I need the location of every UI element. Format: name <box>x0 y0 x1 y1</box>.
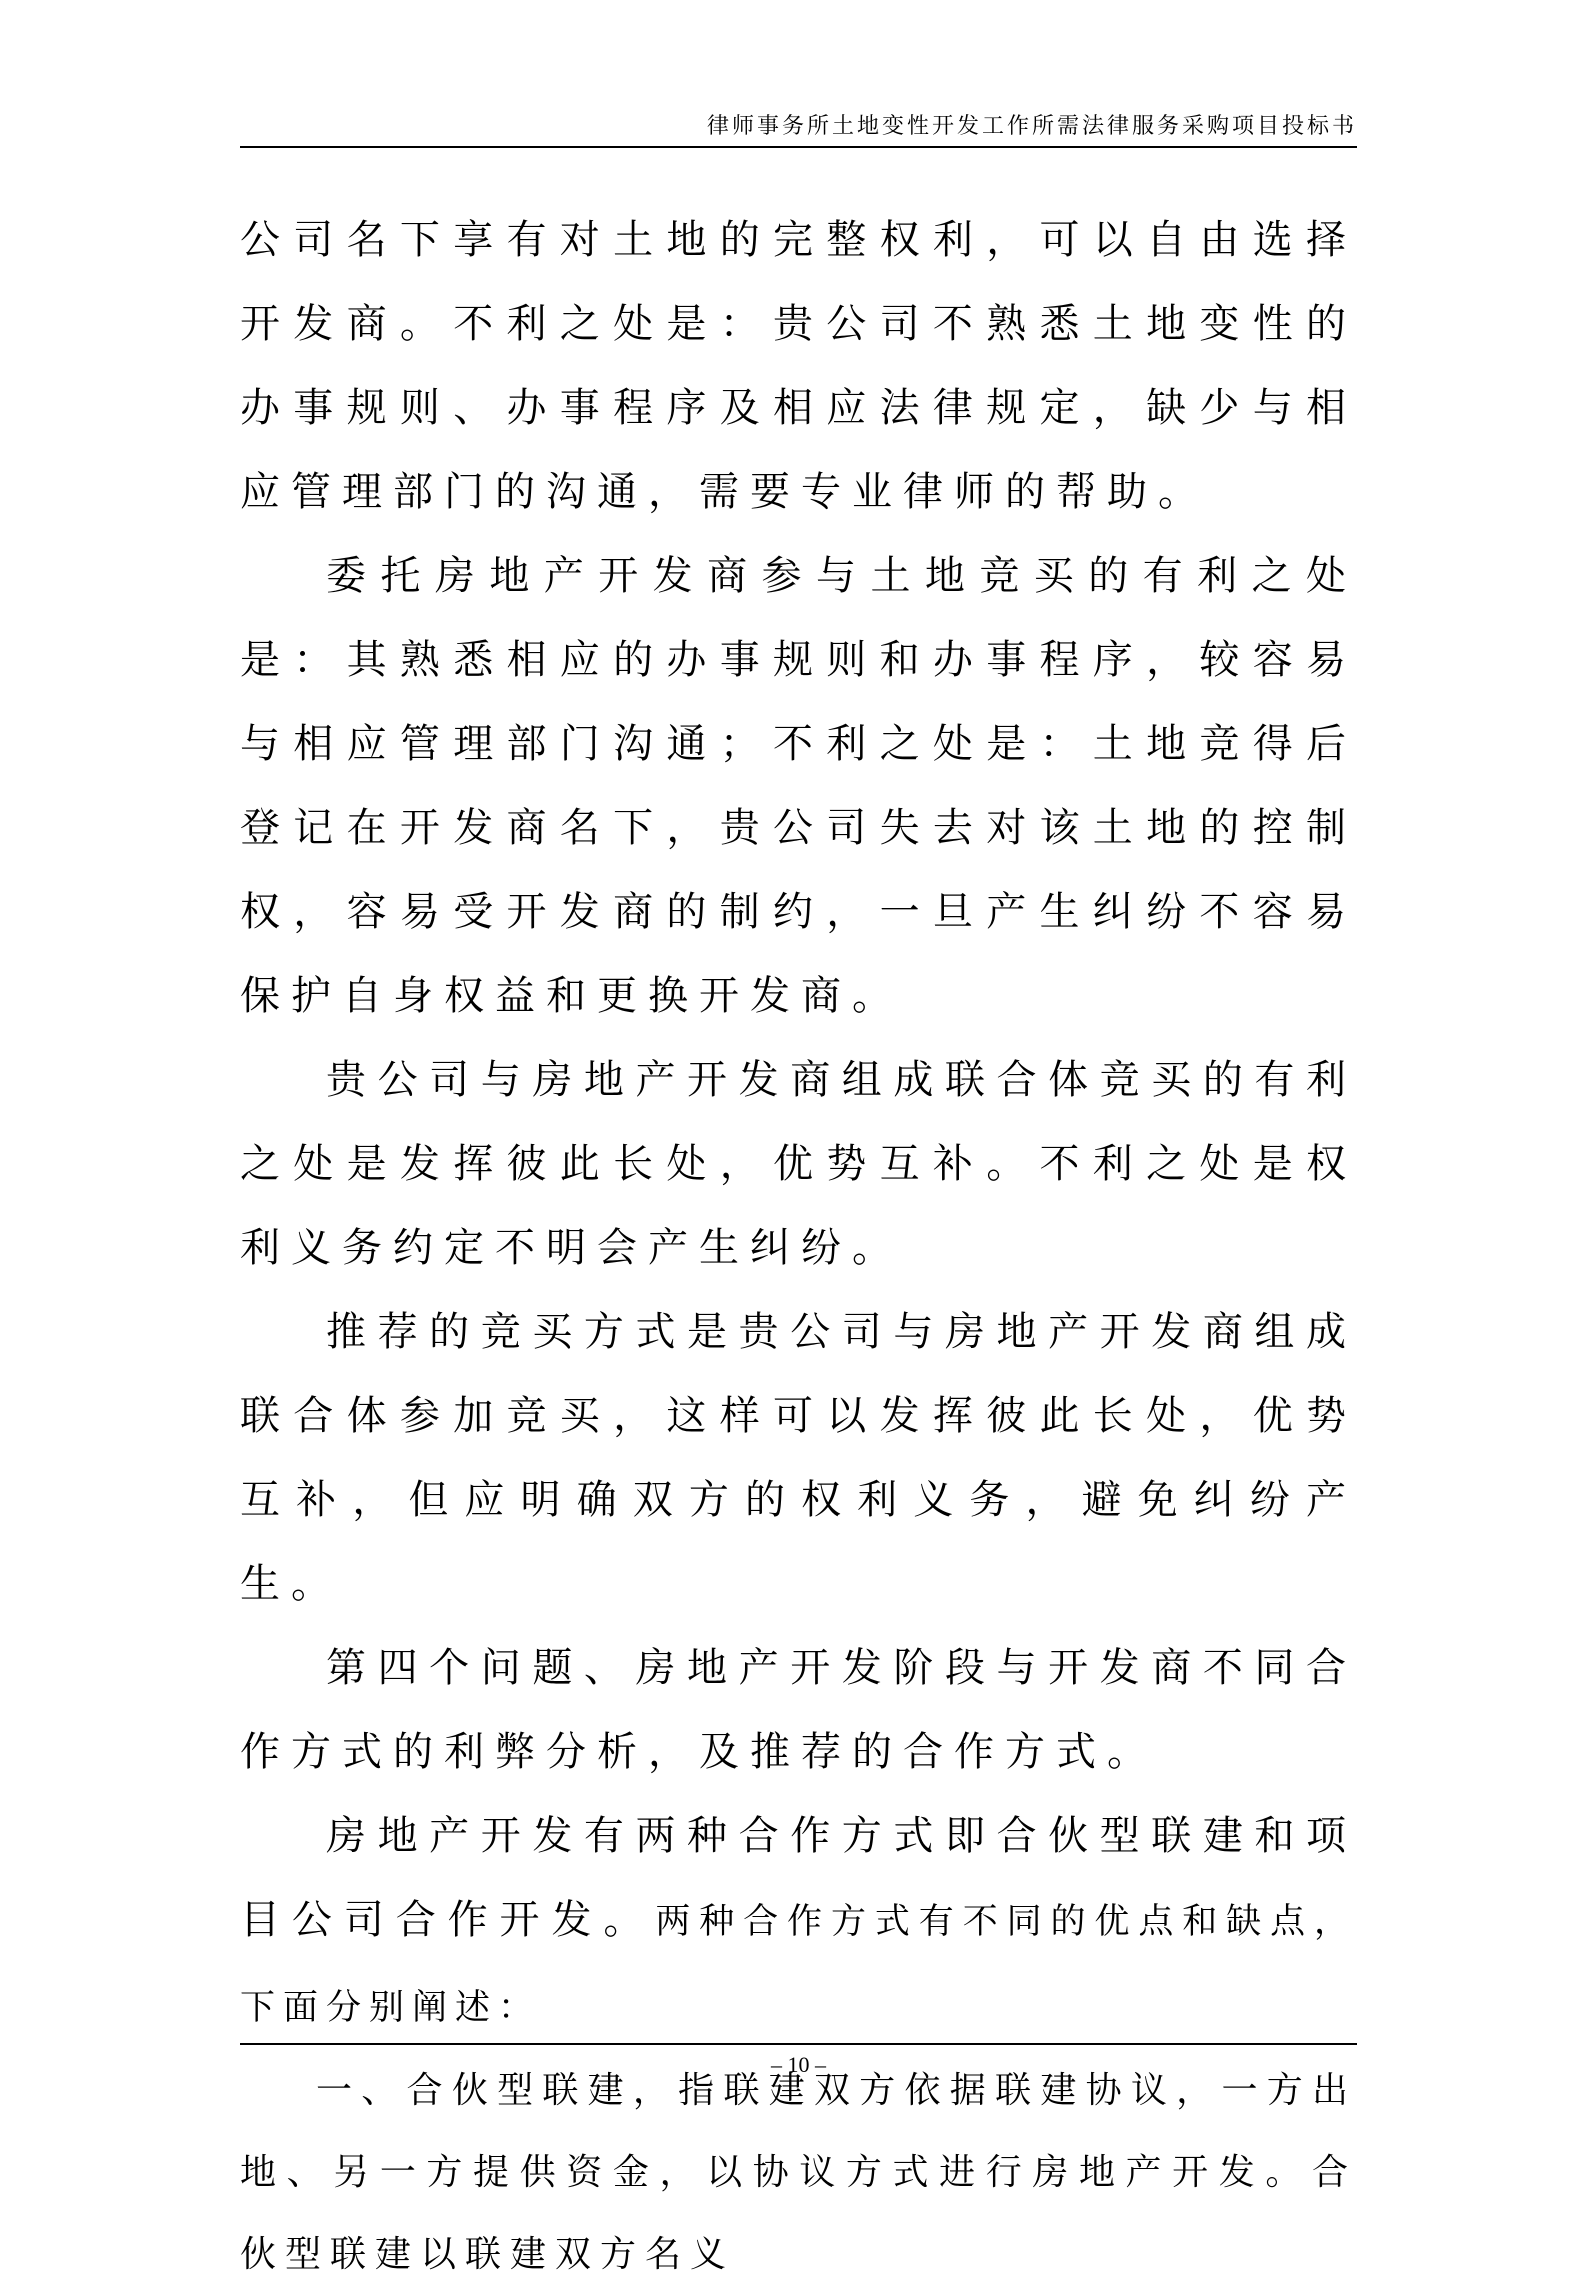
paragraph-4: 推荐的竞买方式是贵公司与房地产开发商组成联合体参加竞买，这样可以发挥彼此长处，优势互补，但应明确双方的权利义务，避免纠纷产生。 <box>240 1309 1357 1607</box>
document-body <box>240 198 1357 2296</box>
page-header <box>240 108 1357 148</box>
paragraph-1: 公司名下享有对土地的完整权利，可以自由选择开发商。不利之处是：贵公司不熟悉土地变性的办事规则、办事程序及相应法律规定，缺少与相应管理部门的沟通，需要专业律师的帮助。 <box>240 217 1357 515</box>
page-number: – 10 – <box>771 2052 826 2077</box>
page-footer <box>240 2043 1357 2085</box>
header-title: 律师事务所土地变性开发工作所需法律服务采购项目投标书 <box>706 114 1357 139</box>
paragraph-5: 第四个问题、房地产开发阶段与开发商不同合作方式的利弊分析，及推荐的合作方式。 <box>240 1645 1357 1775</box>
paragraph-6-tail: 两种合作方式有不同的优点和缺点，下面分别阐述： <box>240 1902 1357 2028</box>
paragraph-2: 委托房地产开发商参与土地竞买的有利之处是：其熟悉相应的办事规则和办事程序，较容易与相应管理部门沟通；不利之处是：土地竞得后登记在开发商名下，贵公司失去对该土地的控制权，容易受开发商的制约，一旦产生纠纷不容易保护自身权益和更换开发商。 <box>240 553 1357 1019</box>
paragraph-6-main: 房地产开发有两种合作方式即合伙型联建和项目公司合作开发。 <box>240 1813 1357 1943</box>
paragraph-7: 一、合伙型联建，指联建双方依据联建协议，一方出地、另一方提供资金，以协议方式进行房地产开发。合伙型联建以联建双方名义 <box>240 2070 1357 2275</box>
paragraph-6 <box>240 1794 1357 2050</box>
paragraph-3: 贵公司与房地产开发商组成联合体竞买的有利之处是发挥彼此长处，优势互补。不利之处是权利义务约定不明会产生纠纷。 <box>240 1057 1357 1271</box>
